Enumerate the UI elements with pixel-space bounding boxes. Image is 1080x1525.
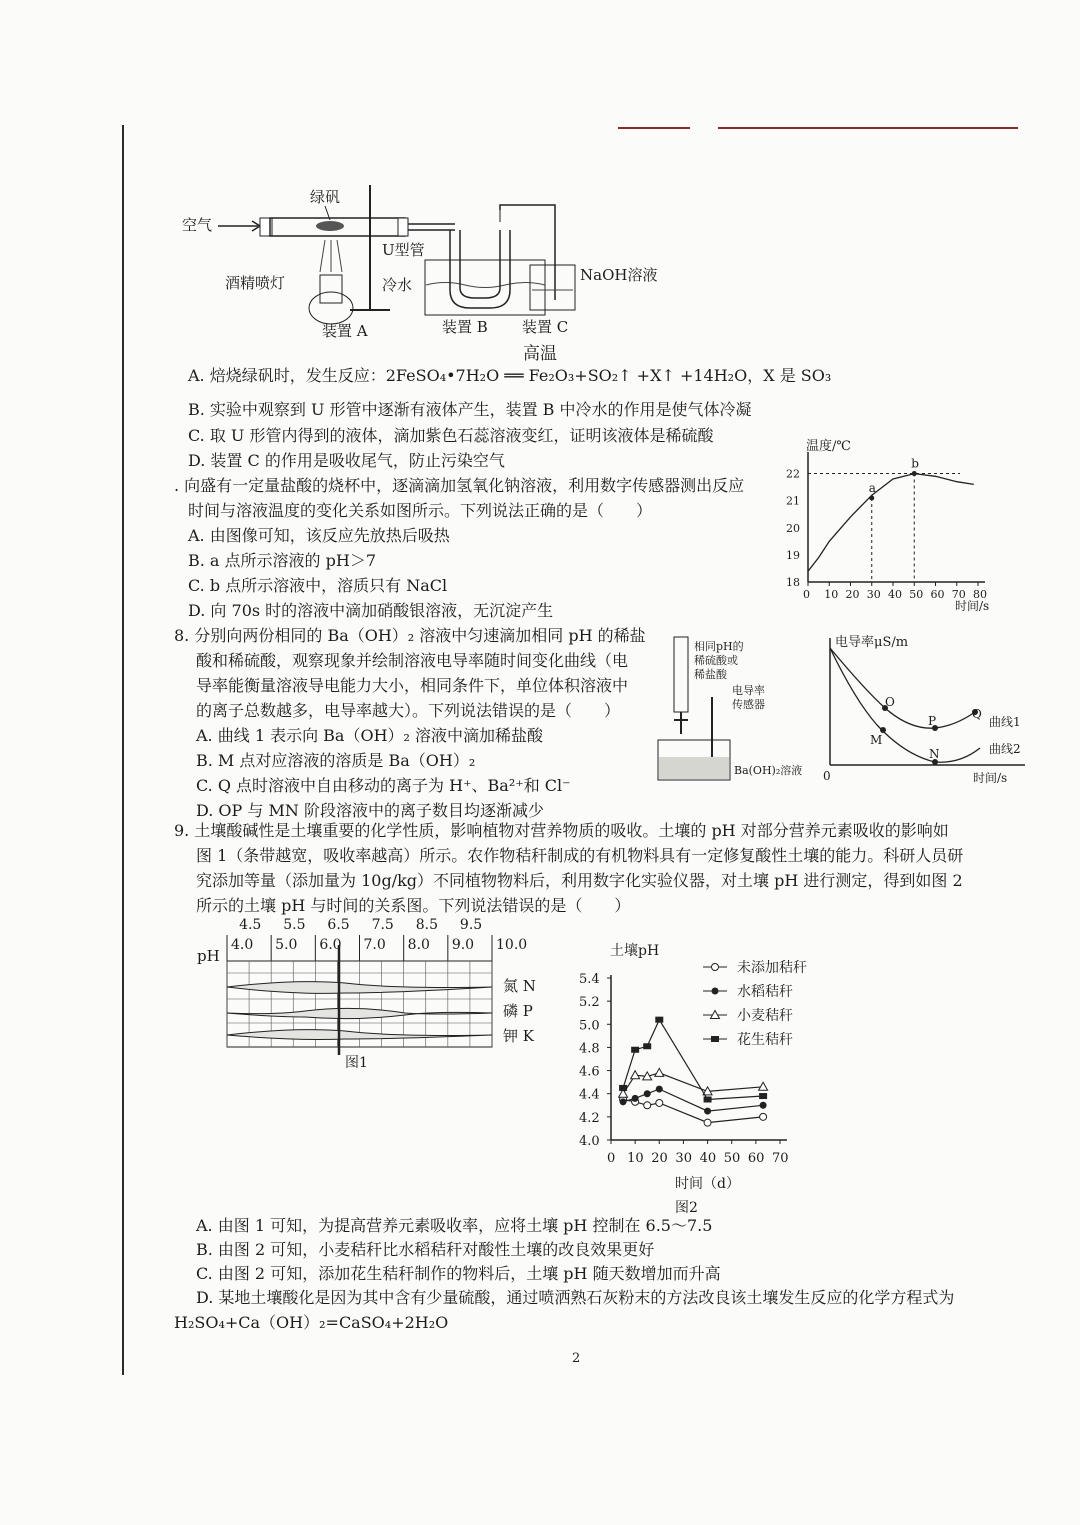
header-rule <box>618 127 690 129</box>
x-tick-label: 50 <box>723 1151 741 1166</box>
x-tick-label: 0 <box>803 588 810 601</box>
burette-apparatus <box>650 632 820 792</box>
data-point <box>619 1085 627 1091</box>
data-point <box>643 1043 651 1049</box>
q9-option-b: B. 由图 2 可知，小麦秸秆比水稻秸秆对酸性土壤的改良效果更好 <box>196 1240 655 1259</box>
x-tick-label: 60 <box>747 1151 765 1166</box>
row-label-n: 氮 N <box>503 977 536 995</box>
device-a-label: 装置 A <box>322 322 368 340</box>
x-tick-label: 70 <box>772 1151 789 1166</box>
naoh-label: NaOH溶液 <box>580 266 658 284</box>
data-point <box>712 988 719 995</box>
legend-label: 未添加秸秆 <box>737 960 807 976</box>
x-tick-label: 60 <box>930 588 945 601</box>
x-axis-label: 时间（d） <box>675 1176 740 1192</box>
data-point <box>632 1095 639 1102</box>
reaction-condition: 高温 <box>523 344 557 364</box>
water-surface <box>426 283 545 288</box>
conductivity-chart <box>815 630 1035 790</box>
q9-stem-line4: 所示的土壤 pH 与时间的关系图。下列说法错误的是（ ） <box>196 896 631 915</box>
data-point <box>631 1071 640 1079</box>
ph-top-tick: 6.5 <box>327 917 350 933</box>
q9-option-c: C. 由图 2 可知，添加花生秸秆制作的物料后，土壤 pH 随天数增加而升高 <box>196 1264 721 1283</box>
data-point <box>620 1098 627 1105</box>
data-point <box>712 964 719 971</box>
legend-label: 花生秸秆 <box>737 1032 793 1048</box>
data-point <box>759 1093 767 1099</box>
point-label: M <box>870 733 883 747</box>
ph-top-tick: 5.5 <box>283 917 306 933</box>
y-tick-label: 21 <box>786 494 800 508</box>
u-tube <box>450 230 510 308</box>
data-point <box>631 1047 639 1053</box>
origin-label: 0 <box>823 769 831 783</box>
data-point <box>704 1097 712 1103</box>
q9-stem-line1: 9. 土壤酸碱性是土壤重要的化学性质，影响植物对营养物质的吸收。土壤的 pH 对部分营养元素吸收的影响如 <box>174 821 949 840</box>
q9-stem-line3: 究添加等量（添加量为 10g/kg）不同植物物料后，利用数字化实验仪器，对土壤 pH 进行测定，得到如图 2 <box>196 871 963 890</box>
q8-stem-line1: 8. 分别向两份相同的 Ba（OH）₂ 溶液中匀速滴加相同 pH 的稀盐 <box>174 626 646 645</box>
data-point <box>704 1119 711 1126</box>
solution-label: Ba(OH)₂溶液 <box>734 764 803 777</box>
x-tick-label: 10 <box>627 1151 644 1166</box>
y-axis-label: 土壤pH <box>610 943 660 959</box>
data-point <box>759 1082 768 1090</box>
sensor-label: 电导率 <box>732 684 765 697</box>
q7-option-d: D. 向 70s 时的溶液中滴加硝酸银溶液，无沉淀产生 <box>188 601 554 620</box>
device-b-label: 装置 B <box>442 318 488 336</box>
q9-option-d-line2: H₂SO₄+Ca（OH）₂=CaSO₄+2H₂O <box>174 1313 449 1332</box>
q9-option-d-line1: D. 某地土壤酸化是因为其中含有少量硫酸，通过喷洒熟石灰粉末的方法改良该土壤发生反应的化学方程式为 <box>196 1288 955 1307</box>
point-label: a <box>868 480 876 495</box>
q7-option-c: C. b 点所示溶液中，溶质只有 NaCl <box>188 576 448 595</box>
y-tick-label: 4.0 <box>579 1134 600 1149</box>
x-tick-label: 20 <box>651 1151 668 1166</box>
point-label: P <box>928 714 937 728</box>
x-tick-label: 50 <box>909 588 924 601</box>
ph-bottom-tick: 10.0 <box>496 937 528 953</box>
burette-label: 稀硫酸或 <box>694 654 738 667</box>
y-tick-label: 5.4 <box>579 972 600 987</box>
lamp-label: 酒精喷灯 <box>225 274 286 292</box>
device-c-label: 装置 C <box>522 318 569 336</box>
x-tick-label: 30 <box>866 588 881 601</box>
green-vitriol-label: 绿矾 <box>310 188 341 206</box>
curve-2 <box>830 648 980 762</box>
point-label: O <box>885 695 895 709</box>
data-point <box>760 1113 767 1120</box>
ph-label: pH <box>197 947 220 965</box>
alcohol-lamp <box>309 292 353 324</box>
ph-bottom-tick: 8.0 <box>407 937 430 953</box>
figure-1-nutrient-bands <box>195 915 555 1075</box>
sensor-label: 传感器 <box>732 698 765 711</box>
page-number: 2 <box>572 1351 581 1366</box>
q6-option-d: D. 装置 C 的作用是吸收尾气，防止污染空气 <box>188 451 505 470</box>
data-point <box>655 1068 664 1076</box>
ph-bottom-tick: 9.0 <box>451 937 475 953</box>
ph-top-tick: 8.5 <box>415 917 439 933</box>
q8-stem-line3: 导率能衡量溶液导电能力大小，相同条件下，单位体积溶液中 <box>196 676 629 695</box>
x-tick-label: 40 <box>888 588 902 601</box>
x-tick-label: 70 <box>951 588 966 601</box>
ph-bottom-tick: 6.0 <box>319 937 342 953</box>
y-tick-label: 4.4 <box>579 1087 600 1103</box>
y-tick-label: 19 <box>786 548 800 562</box>
q6-option-c: C. 取 U 形管内得到的液体，滴加紫色石蕊溶液变红，证明该液体是稀硫酸 <box>188 426 714 445</box>
x-tick-label: 40 <box>699 1151 717 1166</box>
q7-option-b: B. a 点所示溶液的 pH＞7 <box>188 551 377 570</box>
q8-option-c: C. Q 点时溶液中自由移动的离子为 H⁺、Ba²⁺和 Cl⁻ <box>196 776 571 795</box>
legend-label: 小麦秸秆 <box>737 1008 793 1024</box>
q8-stem-line2: 酸和稀硫酸，观察现象并绘制溶液电导率随时间变化曲线（电 <box>196 651 629 670</box>
phosphorus-band <box>227 1008 492 1018</box>
option-a-prefix: A. 焙烧绿矾时，发生反应： <box>188 366 386 385</box>
q9-stem-line2: 图 1（条带越宽，吸收率越高）所示。农作物秸秆制成的有机物料具有一定修复酸性土壤的能力。科研人员研 <box>196 846 964 865</box>
header-rule <box>718 127 1018 129</box>
figure-2-soil-ph-chart <box>565 930 845 1215</box>
ph-bottom-tick: 5.0 <box>275 937 298 953</box>
burette-label: 稀盐酸 <box>694 668 727 681</box>
y-tick-label: 4.2 <box>579 1110 600 1126</box>
data-point <box>760 1102 767 1109</box>
x-tick-label: 20 <box>845 588 860 601</box>
burette <box>674 637 688 712</box>
ph-top-tick: 9.5 <box>459 917 483 933</box>
y-tick-label: 4.6 <box>579 1064 600 1080</box>
data-point <box>644 1090 651 1097</box>
figure-2-caption: 图2 <box>675 1200 698 1215</box>
q7-option-a: A. 由图像可知，该反应先放热后吸热 <box>188 526 450 545</box>
temperature-curve <box>808 474 974 572</box>
solution <box>659 757 729 779</box>
point-label: N <box>929 747 940 761</box>
burette-label: 相同pH的 <box>694 640 744 653</box>
q9-option-a: A. 由图 1 可知，为提高营养元素吸收率，应将土壤 pH 控制在 6.5～7.5 <box>196 1216 713 1235</box>
temperature-chart <box>780 432 995 617</box>
y-tick-label: 22 <box>786 467 800 481</box>
apparatus-diagram <box>170 180 690 350</box>
figure-1-caption: 图1 <box>345 1055 368 1071</box>
data-point <box>656 1086 663 1093</box>
ph-top-tick: 7.5 <box>371 917 394 933</box>
row-label-k: 钾 K <box>503 1027 534 1045</box>
y-axis-label: 温度/℃ <box>806 439 851 454</box>
u-tube-label: U型管 <box>382 241 425 259</box>
q8-stem-line4: 的离子总数越多，电导率越大）。下列说法错误的是（ ） <box>196 701 621 720</box>
data-point <box>644 1102 651 1109</box>
x-axis-label: 时间/s <box>955 599 990 613</box>
y-tick-label: 5.0 <box>579 1018 600 1034</box>
data-point <box>704 1108 711 1115</box>
x-tick-label: 10 <box>824 588 839 601</box>
data-point <box>655 1017 663 1023</box>
y-tick-label: 20 <box>786 521 800 535</box>
gas-tube <box>500 205 555 300</box>
cold-water-label: 冷水 <box>382 276 413 294</box>
q8-option-b: B. M 点对应溶液的溶质是 Ba（OH）₂ <box>196 751 476 770</box>
flame <box>320 240 342 272</box>
ph-top-tick: 4.5 <box>239 917 262 933</box>
beaker-c <box>530 265 575 310</box>
q8-option-d: D. OP 与 MN 阶段溶液中的离子数目均逐渐减少 <box>196 801 544 820</box>
q8-option-a: A. 曲线 1 表示向 Ba（OH）₂ 溶液中滴加稀盐酸 <box>196 726 544 745</box>
q6-option-b: B. 实验中观察到 U 形管中逐渐有液体产生，装置 B 中冷水的作用是使气体冷凝 <box>188 400 752 419</box>
point-label: Q <box>972 707 982 721</box>
y-axis-label: 电导率μS/m <box>835 635 909 650</box>
left-margin-rule <box>122 125 124 1375</box>
reaction-equation: 2FeSO₄•7H₂O ══ Fe₂O₃+SO₂↑ +X↑ +14H₂O，X 是 SO₃ <box>385 366 832 385</box>
q7-stem-line2: 时间与溶液温度的变化关系如图所示。下列说法正确的是（ ） <box>188 501 653 520</box>
lamp-chimney <box>320 275 342 303</box>
x-tick-label: 30 <box>675 1151 692 1166</box>
point-label: b <box>911 456 919 471</box>
point-a <box>869 495 874 500</box>
data-point <box>711 1036 719 1042</box>
x-tick-label: 0 <box>607 1151 616 1166</box>
stopper <box>398 218 408 236</box>
q7-stem-line1: . 向盛有一定量盐酸的烧杯中，逐滴滴加氢氧化钠溶液，利用数字传感器测出反应 <box>174 476 745 495</box>
ph-bottom-tick: 7.0 <box>363 937 386 953</box>
y-tick-label: 18 <box>786 576 800 589</box>
data-point <box>656 1099 663 1106</box>
curve-label: 曲线2 <box>989 742 1021 756</box>
green-vitriol-sample <box>316 221 344 231</box>
x-axis-label: 时间/s <box>973 771 1008 785</box>
legend-label: 水稻秸秆 <box>737 984 793 1000</box>
curve-label: 曲线1 <box>989 715 1021 729</box>
air-label: 空气 <box>182 216 213 234</box>
row-label-p: 磷 P <box>503 1002 533 1020</box>
x-tick-label: 80 <box>973 588 987 601</box>
ph-bottom-tick: 4.0 <box>231 937 254 953</box>
q6-option-a <box>188 368 831 384</box>
y-tick-label: 5.2 <box>579 995 600 1011</box>
y-tick-label: 4.8 <box>579 1041 600 1057</box>
